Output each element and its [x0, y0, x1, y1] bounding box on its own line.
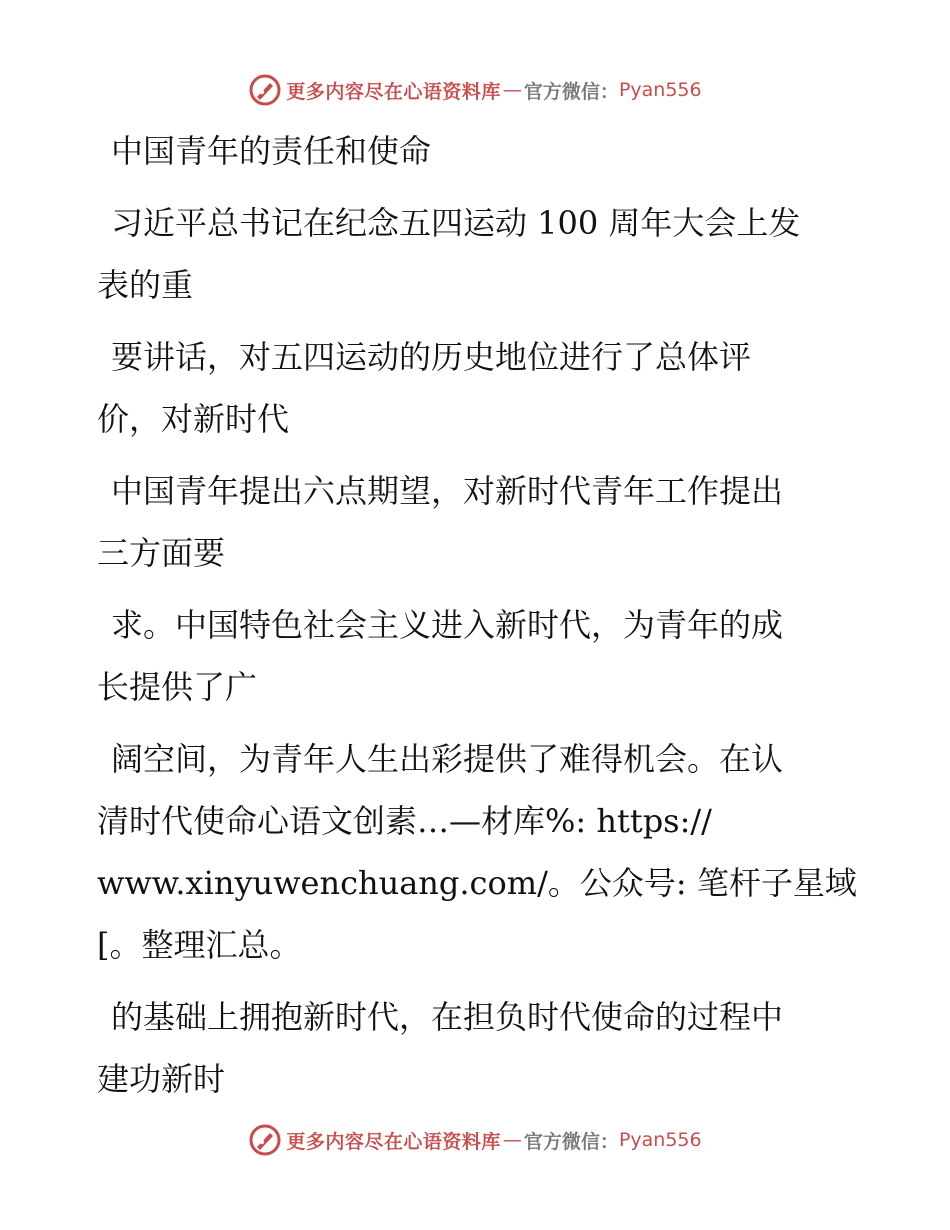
document-body [97, 120, 857, 1120]
text-line: 要讲话，对五四运动的历史地位进行了总体评 [111, 338, 752, 376]
paragraph-2 [97, 326, 857, 450]
pen-nib-logo-icon [248, 73, 282, 107]
text-line: [。整理汇总。 [97, 926, 302, 964]
title-line: 中国青年的责任和使命 [111, 132, 432, 170]
paragraph-4 [97, 594, 857, 718]
text-line: 中国青年提出六点期望，对新时代青年工作提出 [111, 472, 784, 510]
banner-wechat-id: Pyan556 [618, 79, 702, 101]
text-line: 阔空间，为青年人生出彩提供了难得机会。在认 [111, 740, 784, 778]
paragraph-5 [97, 728, 857, 976]
paragraph-3 [97, 460, 857, 584]
banner-library-text: 更多内容尽在心语资料库 [286, 1130, 501, 1153]
paragraph-6 [97, 986, 857, 1110]
text-line: 建功新时 [97, 1060, 226, 1098]
text-line: 长提供了广 [97, 668, 258, 706]
text-line-url: www.xinyuwenchuang.com/。公众号: 笔杆子星域 [97, 864, 857, 902]
banner-wechat-label: 官方微信： [523, 1130, 619, 1153]
paragraph-1 [97, 192, 857, 316]
banner-dash: — [502, 79, 522, 101]
banner-library-text: 更多内容尽在心语资料库 [286, 80, 501, 103]
banner-wechat-id: Pyan556 [618, 1129, 702, 1151]
text-line: 的基础上拥抱新时代，在担负时代使命的过程中 [111, 998, 784, 1036]
banner-wechat-label: 官方微信： [523, 80, 619, 103]
banner-dash: — [502, 1129, 522, 1151]
text-line: 价，对新时代 [97, 400, 290, 438]
document-title [97, 120, 857, 182]
header-banner [0, 70, 950, 110]
pen-nib-logo-icon [248, 1123, 282, 1157]
text-line-with-link: 清时代使命心语文创素…—材库%: https:// [97, 802, 712, 840]
text-line: 习近平总书记在纪念五四运动 100 周年大会上发 [111, 204, 801, 242]
text-line: 求。中国特色社会主义进入新时代，为青年的成 [111, 606, 784, 644]
footer-banner [0, 1120, 950, 1160]
text-line: 表的重 [97, 266, 194, 304]
text-line: 三方面要 [97, 534, 226, 572]
